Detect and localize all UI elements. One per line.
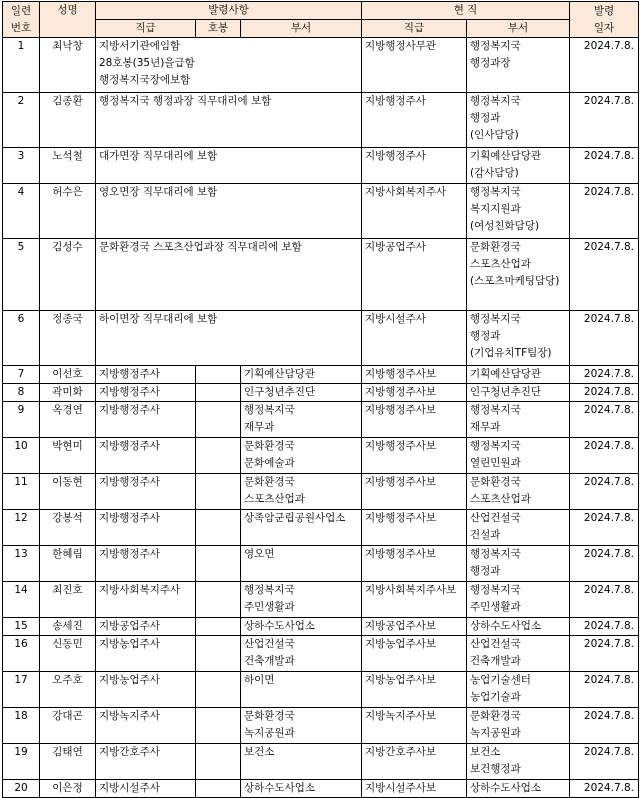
name-cell: 김태연 <box>40 744 96 780</box>
appointment-hobong-cell <box>196 510 241 546</box>
text-line: 하이면장 직무대리에 보함 <box>99 313 218 325</box>
table-row <box>3 780 639 798</box>
current-department-cell <box>467 510 570 546</box>
text-line: 행정복지국 <box>470 40 521 52</box>
appointment-hobong-cell <box>196 582 241 618</box>
table-row <box>3 366 639 384</box>
appointment-department-cell <box>241 510 362 546</box>
appointment-hobong-cell <box>196 744 241 780</box>
text-line: (감사담당) <box>470 167 519 179</box>
text-line: 보건소 <box>470 746 501 758</box>
text-line: 재무과 <box>244 421 275 433</box>
current-grade-cell: 지방행정주사보 <box>362 366 467 384</box>
text-line: 문화예술과 <box>244 457 295 469</box>
current-grade-cell: 지방행정사무관 <box>362 38 467 93</box>
text-line: 행정과 <box>470 330 501 342</box>
current-grade-cell: 지방농업주사보 <box>362 636 467 672</box>
appointment-department-cell <box>241 708 362 744</box>
text-line: 행정복지국 <box>470 186 521 198</box>
appointment-date-cell: 2024.7.8. <box>570 311 639 366</box>
appointment-grade-cell: 지방농업주사 <box>96 636 196 672</box>
appointment-grade-cell: 지방행정주사 <box>96 510 196 546</box>
name-cell: 김종환 <box>40 93 96 148</box>
text-line: 영오면 <box>244 548 275 560</box>
text-line: 인구청년추진단 <box>244 386 316 398</box>
appointment-description-cell <box>96 148 362 184</box>
text-line: 건설과 <box>470 529 501 541</box>
current-department-cell <box>467 474 570 510</box>
appointment-department-cell <box>241 636 362 672</box>
appointment-date-cell: 2024.7.8. <box>570 438 639 474</box>
name-cell: 정종국 <box>40 311 96 366</box>
appointment-department-cell <box>241 402 362 438</box>
appointment-date-cell: 2024.7.8. <box>570 780 639 798</box>
table-row <box>3 148 639 184</box>
serial-number-cell: 12 <box>3 510 40 546</box>
table-row <box>3 384 639 402</box>
appointment-date-cell: 2024.7.8. <box>570 38 639 93</box>
appointment-date-cell: 2024.7.8. <box>570 93 639 148</box>
table-row <box>3 618 639 636</box>
table-row <box>3 582 639 618</box>
appointment-department-cell <box>241 438 362 474</box>
appointment-hobong-cell <box>196 366 241 384</box>
current-department-cell <box>467 93 570 148</box>
table-row <box>3 474 639 510</box>
appointment-grade-cell: 지방농업주사 <box>96 672 196 708</box>
text-line: 보건소 <box>244 746 275 758</box>
text-line: 상하수도사업소 <box>244 782 316 794</box>
header-current-grade: 직급 <box>362 20 467 38</box>
name-cell: 오주호 <box>40 672 96 708</box>
serial-number-cell: 18 <box>3 708 40 744</box>
name-cell: 송세진 <box>40 618 96 636</box>
text-line: 기획예산담당관 <box>470 368 542 380</box>
appointment-hobong-cell <box>196 438 241 474</box>
serial-number-cell: 19 <box>3 744 40 780</box>
current-grade-cell: 지방행정주사보 <box>362 546 467 582</box>
text-line: 녹지공원과 <box>470 727 521 739</box>
appointment-grade-cell: 지방행정주사 <box>96 384 196 402</box>
text-line: 문화환경국 <box>470 710 521 722</box>
header-current-position: 현 직 <box>362 2 570 20</box>
text-line: 농업기술과 <box>470 691 521 703</box>
serial-number-cell: 9 <box>3 402 40 438</box>
table-row <box>3 510 639 546</box>
appointment-description-cell <box>96 311 362 366</box>
appointment-description-cell <box>96 184 362 239</box>
table-body <box>3 38 639 798</box>
serial-number-cell: 10 <box>3 438 40 474</box>
appointment-date-cell: 2024.7.8. <box>570 366 639 384</box>
text-line: 영오면장 직무대리에 보함 <box>99 186 218 198</box>
appointment-hobong-cell <box>196 672 241 708</box>
table-row <box>3 311 639 366</box>
table-row <box>3 744 639 780</box>
current-department-cell <box>467 618 570 636</box>
appointment-description-cell <box>96 239 362 311</box>
personnel-table <box>2 1 639 798</box>
text-line: 스포츠산업과 <box>470 493 531 505</box>
text-line: 하이면 <box>244 674 275 686</box>
text-line: 열린민원과 <box>470 457 521 469</box>
appointment-hobong-cell <box>196 474 241 510</box>
text-line: 건축개발과 <box>470 655 521 667</box>
current-department-cell <box>467 311 570 366</box>
table-row <box>3 708 639 744</box>
text-line: 행정복지국 <box>470 548 521 560</box>
table-row <box>3 672 639 708</box>
serial-number-cell: 14 <box>3 582 40 618</box>
appointment-department-cell <box>241 474 362 510</box>
text-line: 행정복지국 <box>470 584 521 596</box>
current-grade-cell: 지방행정주사보 <box>362 510 467 546</box>
appointment-grade-cell: 지방시설주사 <box>96 780 196 798</box>
appointment-date-cell: 2024.7.8. <box>570 148 639 184</box>
serial-number-cell: 1 <box>3 38 40 93</box>
text-line: 행정복지국 <box>244 584 295 596</box>
text-line: 스포츠산업과 <box>244 493 305 505</box>
text-line: 기획예산담당관 <box>244 368 316 380</box>
table-row <box>3 93 639 148</box>
text-line: 기획예산담당관 <box>470 150 542 162</box>
text-line: 상족암군립공원사업소 <box>244 512 346 524</box>
name-cell: 옥경연 <box>40 402 96 438</box>
current-department-cell <box>467 438 570 474</box>
appointment-hobong-cell <box>196 636 241 672</box>
text-line: 상하수도사업소 <box>244 620 316 632</box>
appointment-hobong-cell <box>196 402 241 438</box>
text-line: 건축개발과 <box>244 655 295 667</box>
appointment-date-cell: 2024.7.8. <box>570 582 639 618</box>
name-cell: 박현미 <box>40 438 96 474</box>
name-cell: 노석철 <box>40 148 96 184</box>
serial-number-cell: 5 <box>3 239 40 311</box>
table-row <box>3 636 639 672</box>
appointment-department-cell <box>241 546 362 582</box>
appointment-date-cell: 2024.7.8. <box>570 708 639 744</box>
table-row <box>3 184 639 239</box>
text-line: 대가면장 직무대리에 보함 <box>99 150 218 162</box>
text-line: 행정과장 <box>470 57 511 69</box>
appointment-grade-cell: 지방공업주사 <box>96 618 196 636</box>
appointment-department-cell <box>241 366 362 384</box>
text-line: 28호봉(35년)을급함 <box>99 57 195 69</box>
text-line: 문화환경국 <box>244 440 295 452</box>
appointment-grade-cell: 지방행정주사 <box>96 366 196 384</box>
text-line: 행정과 <box>470 565 501 577</box>
text-line: 산업건설국 <box>470 512 521 524</box>
text-line: 문화환경국 <box>244 476 295 488</box>
current-grade-cell: 지방행정주사보 <box>362 384 467 402</box>
header-appointment-hobong: 호봉 <box>196 20 241 38</box>
current-department-cell <box>467 546 570 582</box>
text-line: (여성친화담당) <box>470 220 540 232</box>
current-department-cell <box>467 744 570 780</box>
text-line: 행정복지국 행정과장 직무대리에 보함 <box>99 95 272 107</box>
serial-number-cell: 20 <box>3 780 40 798</box>
serial-number-cell: 3 <box>3 148 40 184</box>
name-cell: 강봉석 <box>40 510 96 546</box>
header-appointment-date: 발령 일자 <box>570 2 639 38</box>
current-grade-cell: 지방시설주사보 <box>362 780 467 798</box>
text-line: 행정복지국 <box>244 404 295 416</box>
appointment-grade-cell: 지방녹지주사 <box>96 708 196 744</box>
name-cell: 신동민 <box>40 636 96 672</box>
table-row <box>3 546 639 582</box>
text-line: 산업건설국 <box>470 638 521 650</box>
text-line: 행정과 <box>470 112 501 124</box>
serial-number-cell: 4 <box>3 184 40 239</box>
serial-number-cell: 11 <box>3 474 40 510</box>
appointment-date-cell: 2024.7.8. <box>570 239 639 311</box>
serial-number-cell: 17 <box>3 672 40 708</box>
table-row <box>3 239 639 311</box>
text-line: 행정복지국 <box>470 95 521 107</box>
appointment-department-cell <box>241 672 362 708</box>
current-grade-cell: 지방사회복지주사보 <box>362 582 467 618</box>
current-department-cell <box>467 184 570 239</box>
appointment-date-cell: 2024.7.8. <box>570 618 639 636</box>
name-cell: 최낙창 <box>40 38 96 93</box>
current-grade-cell: 지방시설주사 <box>362 311 467 366</box>
current-grade-cell: 지방녹지주사보 <box>362 708 467 744</box>
serial-number-cell: 2 <box>3 93 40 148</box>
text-line: 재무과 <box>470 421 501 433</box>
header-appointment-department: 부서 <box>241 20 362 38</box>
current-grade-cell: 지방행정주사보 <box>362 474 467 510</box>
serial-number-cell: 8 <box>3 384 40 402</box>
appointment-department-cell <box>241 780 362 798</box>
appointment-department-cell <box>241 744 362 780</box>
table-row <box>3 402 639 438</box>
text-line: 문화환경국 <box>470 241 521 253</box>
text-line: 농업기술센터 <box>470 674 531 686</box>
appointment-description-cell <box>96 93 362 148</box>
text-line: 보건행정과 <box>470 763 521 775</box>
text-line: 인구청년추진단 <box>470 386 542 398</box>
text-line: (인사담당) <box>470 129 519 141</box>
table-row <box>3 38 639 93</box>
serial-number-cell: 7 <box>3 366 40 384</box>
current-grade-cell: 지방사회복지주사 <box>362 184 467 239</box>
appointment-grade-cell: 지방사회복지주사 <box>96 582 196 618</box>
appointment-date-cell: 2024.7.8. <box>570 546 639 582</box>
header-serial-number: 일련 번호 <box>3 2 40 38</box>
text-line: 문화환경국 <box>470 476 521 488</box>
serial-number-cell: 13 <box>3 546 40 582</box>
current-department-cell <box>467 402 570 438</box>
serial-number-cell: 15 <box>3 618 40 636</box>
appointment-hobong-cell <box>196 618 241 636</box>
text-line: 행정복지국 <box>470 440 521 452</box>
current-department-cell <box>467 582 570 618</box>
appointment-date-cell: 2024.7.8. <box>570 672 639 708</box>
name-cell: 한혜림 <box>40 546 96 582</box>
name-cell: 허수은 <box>40 184 96 239</box>
appointment-hobong-cell <box>196 546 241 582</box>
serial-number-cell: 6 <box>3 311 40 366</box>
text-line: (기업유치TF팀장) <box>470 347 552 359</box>
text-line: 상하수도사업소 <box>470 620 542 632</box>
text-line: (스포츠마케팅담당) <box>470 275 560 287</box>
table-row <box>3 438 639 474</box>
appointment-hobong-cell <box>196 384 241 402</box>
appointment-hobong-cell <box>196 708 241 744</box>
text-line: 주민생활과 <box>470 601 521 613</box>
current-department-cell <box>467 384 570 402</box>
header-current-department: 부서 <box>467 20 570 38</box>
serial-number-cell: 16 <box>3 636 40 672</box>
name-cell: 강대곤 <box>40 708 96 744</box>
text-line: 복지지원과 <box>470 203 521 215</box>
name-cell: 이은정 <box>40 780 96 798</box>
appointment-date-cell: 2024.7.8. <box>570 744 639 780</box>
appointment-date-cell: 2024.7.8. <box>570 636 639 672</box>
current-grade-cell: 지방행정주사 <box>362 148 467 184</box>
current-department-cell <box>467 708 570 744</box>
header-appointment: 발령사항 <box>96 2 362 20</box>
current-department-cell <box>467 780 570 798</box>
appointment-date-cell: 2024.7.8. <box>570 510 639 546</box>
name-cell: 이선호 <box>40 366 96 384</box>
appointment-grade-cell: 지방행정주사 <box>96 438 196 474</box>
text-line: 스포츠산업과 <box>470 258 531 270</box>
current-department-cell <box>467 636 570 672</box>
text-line: 행정복지국 <box>470 404 521 416</box>
text-line: 행정복지국장에보함 <box>99 74 191 86</box>
appointment-date-cell: 2024.7.8. <box>570 402 639 438</box>
appointment-grade-cell: 지방행정주사 <box>96 546 196 582</box>
current-grade-cell: 지방행정주사보 <box>362 402 467 438</box>
text-line: 상하수도사업소 <box>470 782 542 794</box>
appointment-description-cell <box>96 38 362 93</box>
name-cell: 최진호 <box>40 582 96 618</box>
header-name: 성명 <box>40 2 96 38</box>
appointment-date-cell: 2024.7.8. <box>570 474 639 510</box>
appointment-grade-cell: 지방간호주사 <box>96 744 196 780</box>
header-appointment-grade: 직급 <box>96 20 196 38</box>
current-grade-cell: 지방농업주사보 <box>362 672 467 708</box>
current-department-cell <box>467 366 570 384</box>
current-grade-cell: 지방간호주사보 <box>362 744 467 780</box>
current-grade-cell: 지방행정주사 <box>362 93 467 148</box>
appointment-hobong-cell <box>196 780 241 798</box>
current-grade-cell: 지방공업주사보 <box>362 618 467 636</box>
appointment-date-cell: 2024.7.8. <box>570 384 639 402</box>
text-line: 녹지공원과 <box>244 727 295 739</box>
current-department-cell <box>467 672 570 708</box>
appointment-department-cell <box>241 618 362 636</box>
current-grade-cell: 지방행정주사보 <box>362 438 467 474</box>
text-line: 지방서기관에임함 <box>99 40 181 52</box>
current-grade-cell: 지방공업주사 <box>362 239 467 311</box>
appointment-department-cell <box>241 582 362 618</box>
appointment-department-cell <box>241 384 362 402</box>
appointment-date-cell: 2024.7.8. <box>570 184 639 239</box>
appointment-grade-cell: 지방행정주사 <box>96 474 196 510</box>
name-cell: 이동현 <box>40 474 96 510</box>
name-cell: 김성수 <box>40 239 96 311</box>
name-cell: 곽미화 <box>40 384 96 402</box>
text-line: 문화환경국 <box>244 710 295 722</box>
text-line: 행정복지국 <box>470 313 521 325</box>
text-line: 문화환경국 스포츠산업과장 직무대리에 보함 <box>99 241 302 253</box>
current-department-cell <box>467 239 570 311</box>
current-department-cell <box>467 38 570 93</box>
text-line: 산업건설국 <box>244 638 295 650</box>
appointment-grade-cell: 지방행정주사 <box>96 402 196 438</box>
current-department-cell <box>467 148 570 184</box>
text-line: 주민생활과 <box>244 601 295 613</box>
